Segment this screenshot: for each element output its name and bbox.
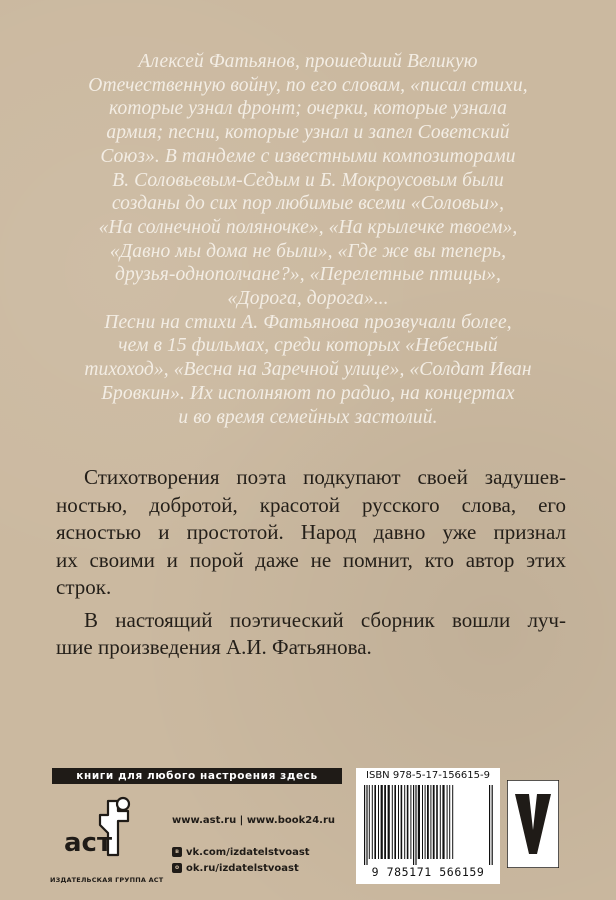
- barcode-bar: [378, 785, 379, 859]
- barcode-bar: [401, 785, 403, 859]
- ast-logo-text: аст: [64, 828, 113, 858]
- barcode-bar: [398, 785, 399, 859]
- barcode-bar: [372, 785, 373, 859]
- annotation-line: В. Соловьевым-Седым и Б. Мокроусовым были: [112, 169, 504, 191]
- barcode-bar: [430, 785, 431, 859]
- barcode-bar: [388, 785, 390, 859]
- barcode-bar: [374, 785, 376, 859]
- barcode-digits: 9 785171 566159: [371, 865, 485, 879]
- annotation-block: [62, 50, 554, 429]
- annotation-line: Отечественную войну, по его словам, «писал стихи,: [88, 74, 528, 96]
- annotation-line: «Давно мы дома не были», «Где же вы теперь,: [109, 240, 507, 262]
- barcode-bar: [427, 785, 429, 859]
- annotation-line: армия; песни, которые узнал и запел Советский: [106, 122, 510, 144]
- barcode-bar: [366, 785, 367, 865]
- description-line: В настоящий поэтический сборник вошли луч-: [84, 607, 566, 632]
- annotation-line: Песни на стихи А. Фатьянова прозвучали более,: [104, 311, 512, 333]
- description-paragraph-2: [56, 607, 566, 662]
- barcode-bar: [442, 785, 444, 859]
- barcode-bar: [364, 785, 365, 865]
- series-v-letter: V: [532, 866, 534, 867]
- ok-link[interactable]: [172, 860, 352, 876]
- annotation-line: которые узнал фронт; очерки, которые узнала: [109, 98, 507, 120]
- barcode-bar: [452, 785, 453, 859]
- barcode-box: [356, 768, 500, 884]
- annotation-line: созданы до сих пор любимые всеми «Соловьи»,: [111, 193, 505, 215]
- ast-logo-icon: [60, 795, 150, 865]
- publisher-links: [172, 812, 352, 876]
- description-paragraph-1: [56, 464, 566, 602]
- description-line: строк.: [56, 575, 112, 599]
- description-line: их своими и порой даже не помнит, кто автор этих: [56, 547, 566, 572]
- description-line: Стихотворения поэта подкупают своей задушев-: [84, 465, 566, 489]
- description-block: [56, 464, 566, 662]
- series-v-logo-icon: [507, 780, 559, 868]
- annotation-line: друзья-однополчане?», «Перелетные птицы»,: [114, 264, 502, 286]
- annotation-line: и во время семейных застолий.: [178, 406, 438, 428]
- annotation-line: «Дорога, дорога»...: [227, 288, 389, 310]
- vk-link[interactable]: [172, 844, 352, 860]
- ok-link-text: ok.ru/izdatelstvoast: [186, 862, 299, 874]
- isbn-text: ISBN 978-5-17-156615-9: [366, 770, 490, 781]
- description-line: ностью, добротой, красотой русского слова, его: [56, 492, 566, 517]
- barcode-bar: [413, 785, 414, 865]
- barcode-bar: [436, 785, 438, 859]
- barcode-bar: [392, 785, 393, 859]
- barcode-bar: [410, 785, 411, 859]
- barcode-bar: [369, 785, 370, 859]
- barcode-bar: [433, 785, 435, 859]
- annotation-line: Союз». В тандеме с известными композиторами: [100, 145, 516, 167]
- annotation-line: Алексей Фатьянов, прошедший Великую: [138, 51, 478, 72]
- barcode-bar: [384, 785, 386, 859]
- barcode-bar: [418, 785, 420, 859]
- vk-icon: в: [172, 847, 182, 857]
- barcode-bar: [425, 785, 426, 859]
- barcode-bar: [447, 785, 448, 859]
- annotation-line: Бровкин». Их исполняют по радио, на концертах: [101, 382, 515, 404]
- barcode-bar: [404, 785, 405, 859]
- barcode-bar: [440, 785, 441, 859]
- annotation-line: чем в 15 фильмах, среди которых «Небесный: [118, 335, 498, 357]
- barcode-bar: [492, 785, 493, 865]
- tagline-bar: книги для любого настроения здесь: [52, 768, 342, 784]
- websites-link[interactable]: www.ast.ru | www.book24.ru: [172, 814, 336, 826]
- annotation-line: «На солнечной поляночке», «На крылечке твоем»,: [98, 216, 518, 238]
- barcode-bar: [489, 785, 490, 865]
- annotation-line: тихоход», «Весна на Заречной улице», «Солдат Иван: [84, 359, 532, 381]
- barcode-bar: [381, 785, 383, 859]
- barcode-bar: [422, 785, 423, 859]
- barcode-bar: [449, 785, 450, 859]
- description-line: ясностью и простотой. Народ давно уже признал: [56, 520, 566, 544]
- publisher-caption: ИЗДАТЕЛЬСКАЯ ГРУППА АСТ: [50, 876, 164, 884]
- description-line: шие произведения А.И. Фатьянова.: [56, 635, 372, 659]
- ok-icon: о: [172, 863, 182, 873]
- barcode-bar: [407, 785, 409, 859]
- barcode-icon: [362, 785, 494, 865]
- barcode-bar: [415, 785, 416, 865]
- barcode-bar: [394, 785, 396, 859]
- vk-link-text: vk.com/izdatelstvoast: [186, 846, 310, 858]
